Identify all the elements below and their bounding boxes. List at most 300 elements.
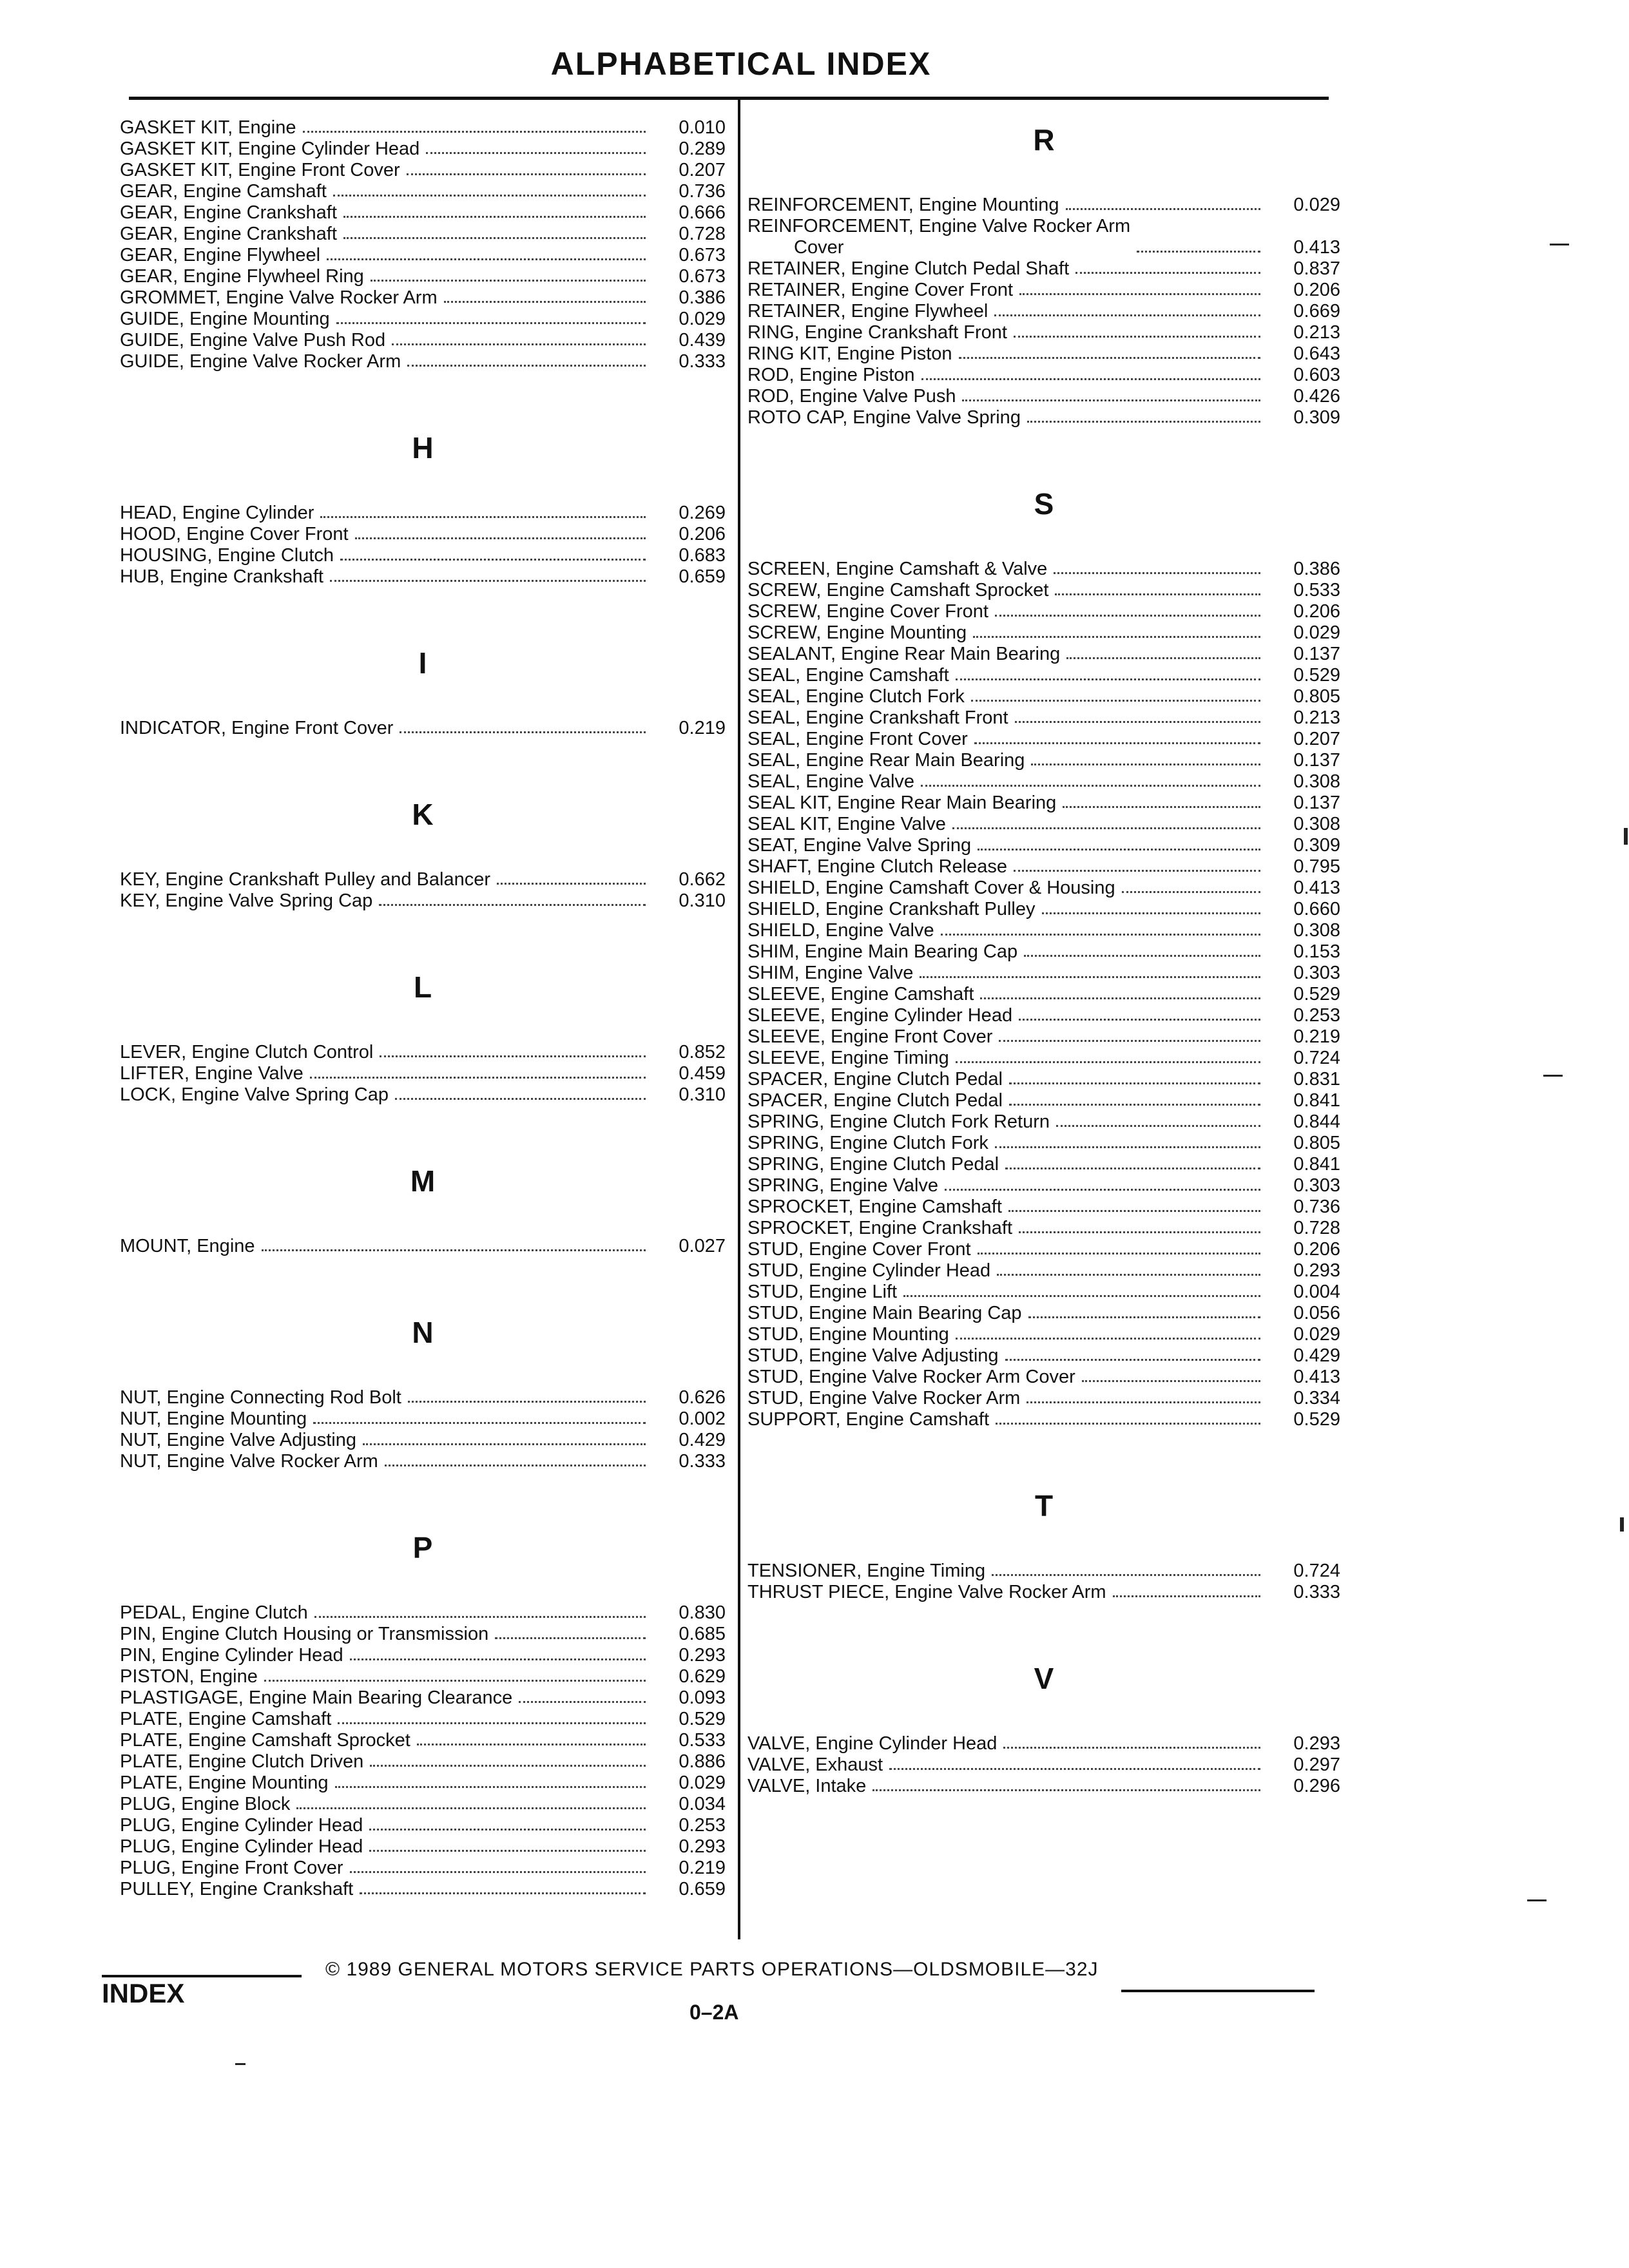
entry-label-text: RETAINER, Engine Cover Front xyxy=(747,280,1014,300)
entry-label-text: TENSIONER, Engine Timing xyxy=(747,1561,986,1581)
entry-label xyxy=(747,1196,1002,1218)
section-letter: N xyxy=(412,1316,434,1349)
entry-label xyxy=(747,258,1069,280)
title-rule xyxy=(129,97,1329,100)
index-entry xyxy=(120,1602,726,1624)
margin-mark xyxy=(1624,828,1628,845)
entry-label-text: SLEEVE, Engine Timing xyxy=(747,1048,949,1068)
entry-reference: 0.736 xyxy=(1293,1196,1340,1217)
entry-label-text: GUIDE, Engine Valve Rocker Arm xyxy=(120,351,401,372)
margin-mark xyxy=(1620,1517,1624,1532)
entry-label xyxy=(747,686,965,707)
entry-label xyxy=(120,718,393,739)
margin-mark xyxy=(1543,1075,1563,1077)
entry-label-text: SEAL, Engine Front Cover xyxy=(747,729,968,749)
index-entry xyxy=(120,1730,726,1751)
section-letter: L xyxy=(413,970,432,1004)
entry-reference: 0.056 xyxy=(1293,1303,1340,1323)
index-entry xyxy=(747,920,1340,941)
dot-leader xyxy=(889,1767,1260,1770)
entry-reference: 0.669 xyxy=(1293,301,1340,322)
entry-label-text: REINFORCEMENT, Engine Mounting xyxy=(747,195,1059,215)
entry-label xyxy=(747,1409,989,1430)
entry-label-text: SPROCKET, Engine Camshaft xyxy=(747,1196,1002,1217)
index-entry xyxy=(747,899,1340,920)
dot-leader xyxy=(1066,656,1260,659)
index-entry xyxy=(747,1069,1340,1090)
entry-reference: 0.137 xyxy=(1293,750,1340,771)
entry-reference: 0.029 xyxy=(1293,622,1340,643)
entry-reference: 0.795 xyxy=(1293,856,1340,877)
entry-label-text: STUD, Engine Lift xyxy=(747,1282,898,1302)
index-entry xyxy=(747,1196,1340,1218)
entry-label xyxy=(747,407,1021,428)
dot-leader xyxy=(1027,419,1260,423)
index-entry xyxy=(747,1324,1340,1345)
dot-leader xyxy=(371,278,646,282)
index-entry xyxy=(120,1063,726,1084)
entry-reference: 0.309 xyxy=(1293,835,1340,856)
footer-rule-left xyxy=(102,1975,302,1977)
entry-label-text: HOOD, Engine Cover Front xyxy=(120,524,349,544)
dot-leader xyxy=(303,130,646,133)
entry-label-text: PIN, Engine Clutch Housing or Transmission xyxy=(120,1624,489,1644)
entry-label-text: SPRING, Engine Clutch Pedal xyxy=(747,1154,999,1175)
entry-label xyxy=(120,160,400,181)
footer-section-label: INDEX xyxy=(102,1978,185,2008)
entry-label-text: RETAINER, Engine Clutch Pedal Shaft xyxy=(747,258,1070,279)
index-entry xyxy=(747,601,1340,622)
index-entry xyxy=(747,835,1340,856)
entry-reference: 0.293 xyxy=(679,1645,726,1666)
entry-label xyxy=(747,1582,1106,1603)
entry-label xyxy=(747,1733,997,1754)
entry-reference: 0.303 xyxy=(1293,963,1340,983)
entry-label xyxy=(747,1260,990,1282)
entry-reference: 0.386 xyxy=(1293,559,1340,579)
entry-reference: 0.429 xyxy=(1293,1345,1340,1366)
dot-leader xyxy=(417,1742,646,1745)
entry-label xyxy=(747,1111,1050,1133)
index-entry xyxy=(120,224,726,245)
index-entry xyxy=(120,1387,726,1408)
entry-label xyxy=(120,1879,353,1900)
dot-leader xyxy=(952,826,1260,829)
entry-reference: 0.153 xyxy=(1293,941,1340,962)
entry-label xyxy=(747,1154,999,1175)
dot-leader xyxy=(1019,1230,1260,1233)
entry-reference: 0.459 xyxy=(679,1063,726,1084)
dot-leader xyxy=(363,1442,646,1445)
dot-leader xyxy=(262,1248,646,1251)
dot-leader xyxy=(1009,1081,1260,1084)
entry-reference: 0.805 xyxy=(1293,686,1340,707)
index-entry xyxy=(120,1815,726,1836)
entry-label xyxy=(747,878,1115,899)
entry-label xyxy=(120,1430,356,1451)
entry-reference: 0.533 xyxy=(679,1730,726,1751)
index-entry xyxy=(747,1282,1340,1303)
dot-leader xyxy=(385,1463,646,1466)
index-section xyxy=(747,117,1340,428)
entry-label xyxy=(120,181,327,202)
index-entry xyxy=(747,622,1340,644)
dot-leader xyxy=(1055,592,1260,595)
dot-leader xyxy=(956,677,1260,680)
entry-label-text: SLEEVE, Engine Camshaft xyxy=(747,984,974,1004)
left-column xyxy=(120,117,726,1900)
entry-reference: 0.886 xyxy=(679,1751,726,1772)
entry-label-text: GASKET KIT, Engine Front Cover xyxy=(120,160,400,180)
dot-leader xyxy=(1027,1400,1260,1403)
dot-leader xyxy=(338,1721,646,1724)
section-letter: M xyxy=(410,1164,436,1198)
entry-label xyxy=(747,301,988,322)
entry-reference: 0.643 xyxy=(1293,343,1340,364)
entry-label xyxy=(747,280,1013,301)
entry-label-text: GEAR, Engine Flywheel Ring xyxy=(120,266,364,287)
entry-label-text: PLUG, Engine Front Cover xyxy=(120,1858,343,1878)
index-entry xyxy=(747,729,1340,750)
entry-reference: 0.303 xyxy=(1293,1175,1340,1196)
entry-reference: 0.027 xyxy=(679,1236,726,1256)
dot-leader xyxy=(400,730,646,733)
dot-leader xyxy=(1054,571,1260,574)
entry-label xyxy=(120,1387,401,1408)
entry-reference: 0.844 xyxy=(1293,1111,1340,1132)
entry-label xyxy=(120,503,314,524)
entry-label-text: PLATE, Engine Camshaft xyxy=(120,1709,332,1729)
entry-label-text: SHIELD, Engine Camshaft Cover & Housing xyxy=(747,878,1115,898)
entry-reference: 0.659 xyxy=(679,1879,726,1899)
entry-label xyxy=(120,869,490,890)
entry-reference: 0.213 xyxy=(1293,707,1340,728)
entry-label xyxy=(747,1282,897,1303)
entry-reference: 0.413 xyxy=(1293,878,1340,898)
entry-label-text: SPRING, Engine Valve xyxy=(747,1175,939,1196)
entry-reference: 0.533 xyxy=(1293,580,1340,601)
entry-label xyxy=(747,1561,985,1582)
dot-leader xyxy=(333,193,646,197)
index-entry xyxy=(747,1303,1340,1324)
dot-leader xyxy=(978,1251,1260,1254)
index-entry xyxy=(747,1005,1340,1026)
entry-reference: 0.207 xyxy=(1293,729,1340,749)
entry-label-text: PLUG, Engine Cylinder Head xyxy=(120,1815,363,1836)
entry-reference: 0.309 xyxy=(1293,407,1340,428)
entry-label-text: LEVER, Engine Clutch Control xyxy=(120,1042,374,1062)
entry-label xyxy=(120,1836,363,1858)
entry-label xyxy=(120,1709,331,1730)
entry-reference: 0.029 xyxy=(1293,195,1340,215)
entry-label xyxy=(747,1175,938,1196)
entry-label xyxy=(747,365,915,386)
dot-leader xyxy=(426,151,646,154)
dot-leader xyxy=(994,313,1260,316)
entry-label-text: HUB, Engine Crankshaft xyxy=(120,566,323,587)
entry-reference: 0.333 xyxy=(679,1451,726,1472)
index-section xyxy=(747,481,1340,1430)
dot-leader xyxy=(962,398,1260,401)
index-entry xyxy=(120,117,726,139)
index-section xyxy=(120,425,726,588)
entry-reference: 0.429 xyxy=(679,1430,726,1450)
index-entry xyxy=(747,386,1340,407)
index-section xyxy=(120,117,726,372)
entry-reference: 0.004 xyxy=(1293,1282,1340,1302)
entry-reference: 0.805 xyxy=(1293,1133,1340,1153)
dot-leader xyxy=(959,356,1260,359)
entry-label xyxy=(120,1063,304,1084)
index-entry xyxy=(747,280,1340,301)
entry-label xyxy=(747,559,1047,580)
entry-reference: 0.683 xyxy=(679,545,726,566)
entry-label-text: SLEEVE, Engine Front Cover xyxy=(747,1026,993,1047)
entry-label xyxy=(120,266,364,287)
entry-reference: 0.137 xyxy=(1293,793,1340,813)
section-letter: V xyxy=(1034,1662,1054,1695)
index-entry xyxy=(747,1367,1340,1388)
index-entry xyxy=(120,1645,726,1666)
entry-label xyxy=(120,1858,343,1879)
entry-label-text: PULLEY, Engine Crankshaft xyxy=(120,1879,354,1899)
dot-leader xyxy=(1019,292,1260,295)
entry-label-text: ROTO CAP, Engine Valve Spring xyxy=(747,407,1021,428)
entry-reference: 0.841 xyxy=(1293,1154,1340,1175)
entry-label xyxy=(747,920,934,941)
entry-label xyxy=(120,1084,389,1106)
index-entry xyxy=(747,1026,1340,1048)
index-entry xyxy=(747,1048,1340,1069)
entry-label-text: HEAD, Engine Cylinder xyxy=(120,503,314,523)
entry-reference: 0.529 xyxy=(1293,665,1340,686)
index-entry xyxy=(120,1624,726,1645)
entry-label-text: SCREEN, Engine Camshaft & Valve xyxy=(747,559,1048,579)
dot-leader xyxy=(974,741,1260,744)
entry-label xyxy=(120,1794,290,1815)
entry-label-text: SEAL, Engine Clutch Fork xyxy=(747,686,965,707)
dot-leader xyxy=(997,1273,1260,1276)
entry-label-text: MOUNT, Engine xyxy=(120,1236,255,1256)
dot-leader xyxy=(369,1827,646,1831)
entry-label-continuation: Cover xyxy=(794,237,844,258)
entry-label xyxy=(747,1367,1075,1388)
index-entry xyxy=(747,1239,1340,1260)
entry-reference: 0.293 xyxy=(1293,1260,1340,1281)
entry-reference: 0.724 xyxy=(1293,1561,1340,1581)
entry-label xyxy=(747,601,988,622)
index-section xyxy=(120,965,726,1106)
entry-label-text: STUD, Engine Mounting xyxy=(747,1324,949,1345)
entry-label xyxy=(747,856,1007,878)
section-letter: P xyxy=(412,1531,433,1564)
dot-leader xyxy=(1031,762,1260,765)
dot-leader xyxy=(941,932,1260,936)
index-entry xyxy=(120,1687,726,1709)
dot-leader xyxy=(996,1421,1260,1425)
entry-label-text: STUD, Engine Cylinder Head xyxy=(747,1260,991,1281)
entry-reference: 0.308 xyxy=(1293,771,1340,792)
index-section xyxy=(747,1483,1340,1603)
index-entry xyxy=(120,330,726,351)
dot-leader xyxy=(370,1763,646,1767)
dot-leader xyxy=(310,1075,646,1079)
index-entry xyxy=(120,1666,726,1687)
entry-label-text: PLATE, Engine Camshaft Sprocket xyxy=(120,1730,410,1751)
index-entry xyxy=(120,1236,726,1257)
section-letter: I xyxy=(418,646,427,680)
dot-leader xyxy=(1014,334,1260,338)
entry-reference: 0.830 xyxy=(679,1602,726,1623)
dot-leader xyxy=(379,903,646,906)
entry-label xyxy=(747,195,1059,216)
entry-label xyxy=(747,1048,949,1069)
index-entry xyxy=(747,707,1340,729)
entry-reference: 0.666 xyxy=(679,202,726,223)
index-entry xyxy=(120,503,726,524)
entry-label-text: SHIELD, Engine Crankshaft Pulley xyxy=(747,899,1036,919)
entry-label xyxy=(120,202,337,224)
entry-reference: 0.289 xyxy=(679,139,726,159)
dot-leader xyxy=(350,1657,646,1660)
index-entry xyxy=(120,1408,726,1430)
dot-leader xyxy=(296,1806,646,1809)
entry-reference: 0.206 xyxy=(679,524,726,544)
entry-label-text: SEAL, Engine Valve xyxy=(747,771,915,792)
dot-leader xyxy=(920,975,1260,978)
index-entry xyxy=(747,1218,1340,1239)
entry-reference: 0.308 xyxy=(1293,920,1340,941)
entry-label xyxy=(120,524,349,545)
entry-label-text: SEALANT, Engine Rear Main Bearing xyxy=(747,644,1061,664)
entry-label xyxy=(747,1090,1003,1111)
index-entry xyxy=(747,559,1340,580)
dot-leader xyxy=(999,1039,1260,1042)
dot-leader xyxy=(313,1421,646,1424)
margin-mark xyxy=(1527,1899,1547,1901)
entry-label-text: HOUSING, Engine Clutch xyxy=(120,545,334,566)
entry-label-text: SEAL KIT, Engine Rear Main Bearing xyxy=(747,793,1057,813)
entry-label xyxy=(747,835,971,856)
index-entry xyxy=(747,322,1340,343)
entry-reference: 0.831 xyxy=(1293,1069,1340,1090)
dot-leader xyxy=(1082,1379,1260,1382)
index-entry xyxy=(747,258,1340,280)
entry-label-text: GASKET KIT, Engine Cylinder Head xyxy=(120,139,420,159)
dot-leader xyxy=(355,536,646,539)
index-entry xyxy=(120,869,726,890)
entry-label-text: RETAINER, Engine Flywheel xyxy=(747,301,988,322)
dot-leader xyxy=(921,377,1260,380)
index-entry xyxy=(120,351,726,372)
entry-reference: 0.010 xyxy=(679,117,726,138)
entry-reference: 0.334 xyxy=(1293,1388,1340,1408)
entry-label-text: PEDAL, Engine Clutch xyxy=(120,1602,308,1623)
entry-reference: 0.207 xyxy=(679,160,726,180)
dot-leader xyxy=(1015,720,1260,723)
dot-leader xyxy=(995,1145,1260,1148)
entry-label xyxy=(120,1236,255,1257)
entry-reference: 0.724 xyxy=(1293,1048,1340,1068)
entry-label-text: VALVE, Exhaust xyxy=(747,1754,883,1775)
entry-label xyxy=(747,1069,1003,1090)
index-entry xyxy=(120,287,726,309)
entry-label xyxy=(747,1026,992,1048)
index-entry xyxy=(120,266,726,287)
entry-reference: 0.253 xyxy=(679,1815,726,1836)
dot-leader xyxy=(1042,911,1261,914)
dot-leader xyxy=(995,613,1260,617)
dot-leader xyxy=(980,996,1260,999)
index-entry xyxy=(747,1154,1340,1175)
entry-label xyxy=(120,287,438,309)
entry-label xyxy=(120,1451,378,1472)
dot-leader xyxy=(1075,271,1260,274)
entry-reference: 0.659 xyxy=(679,566,726,587)
entry-reference: 0.206 xyxy=(1293,601,1340,622)
entry-reference: 0.308 xyxy=(1293,814,1340,834)
dot-leader xyxy=(1005,1358,1260,1361)
entry-label-text: SEAL KIT, Engine Valve xyxy=(747,814,946,834)
entry-label-text: PLASTIGAGE, Engine Main Bearing Clearance xyxy=(120,1687,513,1708)
index-entry xyxy=(747,1345,1340,1367)
dot-leader xyxy=(1113,1594,1260,1597)
entry-label-text: SPRING, Engine Clutch Fork Return xyxy=(747,1111,1050,1132)
dot-leader xyxy=(360,1891,646,1894)
section-letter: R xyxy=(1033,123,1055,157)
entry-label-text: GUIDE, Engine Valve Push Rod xyxy=(120,330,386,351)
index-entry xyxy=(747,644,1340,665)
entry-reference: 0.206 xyxy=(1293,1239,1340,1260)
entry-label-text: PLATE, Engine Mounting xyxy=(120,1773,329,1793)
index-entry xyxy=(747,1409,1340,1430)
entry-label xyxy=(747,1754,883,1776)
section-letter: K xyxy=(412,798,434,831)
dot-leader xyxy=(330,579,646,582)
entry-label xyxy=(747,899,1036,920)
index-entry xyxy=(747,1754,1340,1776)
entry-label xyxy=(120,245,320,266)
entry-label-text: KEY, Engine Crankshaft Pulley and Balancer xyxy=(120,869,490,890)
index-entry xyxy=(120,1751,726,1773)
dot-leader xyxy=(343,236,646,239)
entry-reference: 0.269 xyxy=(679,503,726,523)
index-entry xyxy=(747,407,1340,428)
entry-label xyxy=(120,1687,512,1709)
entry-label-text: PISTON, Engine xyxy=(120,1666,258,1687)
entry-label xyxy=(747,1005,1012,1026)
index-section xyxy=(120,1525,726,1900)
entry-reference: 0.529 xyxy=(1293,1409,1340,1430)
index-entry xyxy=(747,216,1340,258)
entry-reference: 0.673 xyxy=(679,245,726,265)
index-entry xyxy=(747,771,1340,793)
entry-label xyxy=(747,1239,971,1260)
dot-leader xyxy=(1028,1315,1260,1318)
dot-leader xyxy=(335,1785,646,1788)
entry-reference: 0.685 xyxy=(679,1624,726,1644)
entry-label xyxy=(747,771,914,793)
entry-label xyxy=(120,1773,329,1794)
dot-leader xyxy=(1005,1166,1260,1169)
index-entry xyxy=(747,1561,1340,1582)
entry-reference: 0.310 xyxy=(679,890,726,911)
entry-label-text: KEY, Engine Valve Spring Cap xyxy=(120,890,373,911)
index-entry xyxy=(747,686,1340,707)
index-entry xyxy=(747,665,1340,686)
dot-leader xyxy=(264,1678,646,1682)
dot-leader xyxy=(320,515,646,518)
